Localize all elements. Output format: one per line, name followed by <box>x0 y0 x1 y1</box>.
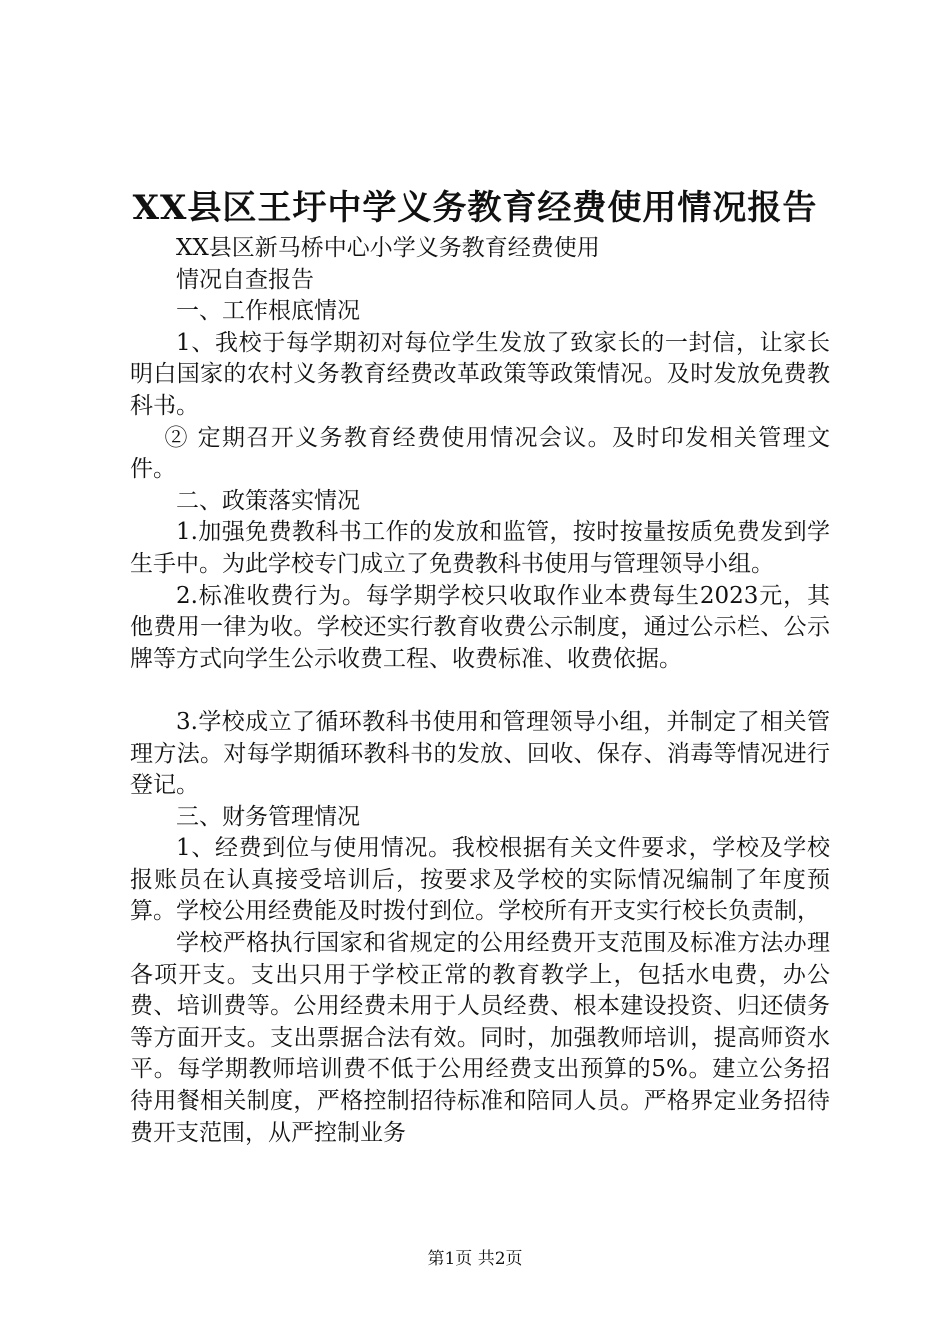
section-heading-2: 二、政策落实情况 <box>176 487 360 514</box>
subtitle-line-2: 情况自查报告 <box>176 266 314 293</box>
section-heading-3: 三、财务管理情况 <box>176 803 360 830</box>
section-heading-1: 一、工作根底情况 <box>176 298 360 325</box>
page-number: 第1页 共2页 <box>427 1249 523 1269</box>
paragraph: 2.标准收费行为。每学期学校只收取作业本费每生2023元，其他费用一律为收。学校还实行教育收费公示制度，通过公示栏、公示牌等方式向学生公示收费工程、收费标准、收费依据。 <box>130 582 830 672</box>
document-title: XX县区王圩中学义务教育经费使用情况报告 <box>132 188 818 228</box>
paragraph: 1、我校于每学期初对每位学生发放了致家长的一封信，让家长明白国家的农村义务教育经费改革政策等政策情况。及时发放免费教科书。 <box>130 329 830 419</box>
paragraph: 学校严格执行国家和省规定的公用经费开支范围及标准方法办理各项开支。支出只用于学校正常的教育教学上，包括水电费，办公费、培训费等。公用经费未用于人员经费、根本建设投资、归还债务等方面开支。支出票据合法有效。同时，加强教师培训，提高师资水平。每学期教师培训费不低于公用经费支出预算的5%。建立公务招待用餐相关制度，严格控制招待标准和陪同人员。严格界定业务招待费开支范围，从严控制业务 <box>130 930 830 1146</box>
paragraph: ② 定期召开义务教育经费使用情况会议。及时印发相关管理文件。 <box>130 424 830 483</box>
document-body <box>130 233 830 1149</box>
subtitle-line-1: XX县区新马桥中心小学义务教育经费使用 <box>176 235 600 261</box>
paragraph: 3.学校成立了循环教科书使用和管理领导小组，并制定了相关管理方法。对每学期循环教科书的发放、回收、保存、消毒等情况进行登记。 <box>130 708 830 799</box>
paragraph: 1、经费到位与使用情况。我校根据有关文件要求，学校及学校报账员在认真接受培训后，按要求及学校的实际情况编制了年度预算。学校公用经费能及时拨付到位。学校所有开支实行校长负责制， <box>130 835 830 925</box>
paragraph: 1.加强免费教科书工作的发放和监管，按时按量按质免费发到学生手中。为此学校专门成立了免费教科书使用与管理领导小组。 <box>130 519 830 577</box>
